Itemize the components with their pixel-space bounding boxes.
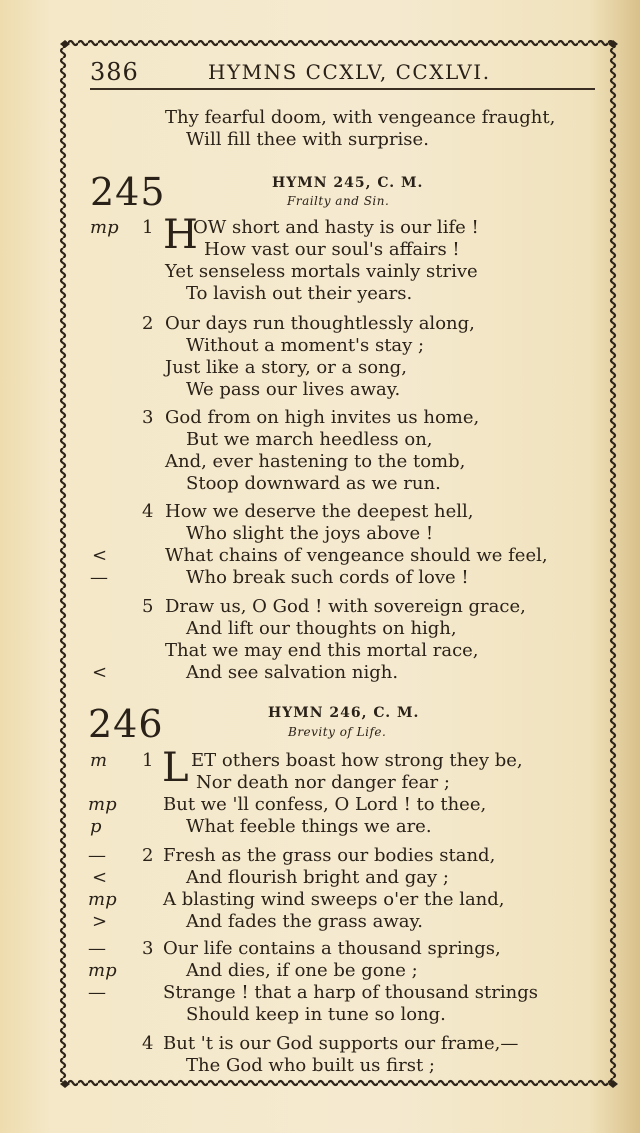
running-head: HYMNS CCXLV, CCXLVI.	[208, 60, 491, 84]
verse-number: 4	[142, 501, 154, 522]
verse-line: God from on high invites us home,	[165, 407, 480, 428]
verse-line: How we deserve the deepest hell,	[165, 501, 474, 522]
verse-line: How vast our soul's affairs !	[204, 239, 460, 260]
verse-line: The God who built us first ;	[186, 1055, 435, 1076]
verse-line: Nor death nor danger fear ;	[196, 772, 450, 793]
hymn-number: 246	[88, 702, 164, 746]
verse-number: 2	[142, 313, 154, 334]
dynamic-mark: <	[92, 867, 108, 888]
dynamic-mark: —	[88, 845, 106, 866]
verse-line: We pass our lives away.	[186, 379, 401, 400]
dynamic-mark: >	[92, 911, 108, 932]
verse-line: What chains of vengeance should we feel,	[165, 545, 548, 566]
verse-line: And see salvation nigh.	[186, 662, 399, 683]
verse-line: But 't is our God supports our frame,—	[163, 1033, 519, 1054]
verse-line: Fresh as the grass our bodies stand,	[163, 845, 496, 866]
verse-line: And lift our thoughts on high,	[186, 618, 457, 639]
dynamic-mark: —	[88, 938, 106, 959]
verse-line: Our life contains a thousand springs,	[163, 938, 501, 959]
carryover-line: Will fill thee with surprise.	[186, 129, 429, 150]
verse-line: Should keep in tune so long.	[186, 1004, 446, 1025]
dynamic-mark: <	[92, 545, 108, 566]
hymn-subtitle: Brevity of Life.	[288, 725, 387, 739]
hymn-number: 245	[90, 170, 166, 214]
verse-line: And fades the grass away.	[186, 911, 423, 932]
verse-line: Stoop downward as we run.	[186, 473, 441, 494]
dynamic-mark: mp	[88, 889, 117, 910]
dynamic-mark: m	[90, 750, 108, 771]
verse-line: Yet senseless mortals vainly strive	[165, 261, 478, 282]
verse-line: What feeble things we are.	[186, 816, 432, 837]
page-header	[90, 58, 595, 90]
hymn-title: HYMN 246, C. M.	[268, 705, 420, 721]
verse-number: 5	[142, 596, 154, 617]
verse-line: Our days run thoughtlessly along,	[165, 313, 475, 334]
carryover-line: Thy fearful doom, with vengeance fraught,	[165, 107, 556, 128]
verse-line: That we may end this mortal race,	[165, 640, 479, 661]
verse-line: But we 'll confess, O Lord ! to thee,	[163, 794, 487, 815]
verse-number: 4	[142, 1033, 154, 1054]
hymn-title: HYMN 245, C. M.	[272, 175, 424, 191]
drop-cap: L	[162, 745, 189, 791]
dynamic-mark: —	[88, 982, 106, 1003]
verse-number: 2	[142, 845, 154, 866]
verse-number: 3	[142, 407, 154, 428]
verse-line: Without a moment's stay ;	[186, 335, 425, 356]
dynamic-mark: —	[90, 567, 108, 588]
verse-line: OW short and hasty is our life !	[193, 217, 479, 238]
verse-line: ET others boast how strong they be,	[191, 750, 523, 771]
verse-line: But we march heedless on,	[186, 429, 433, 450]
verse-line: Who slight the joys above !	[186, 523, 434, 544]
dynamic-mark: <	[92, 662, 108, 683]
verse-line: Who break such cords of love !	[186, 567, 469, 588]
page-number: 386	[90, 58, 139, 86]
dynamic-mark: mp	[88, 960, 117, 981]
verse-line: And, ever hastening to the tomb,	[165, 451, 466, 472]
verse-line: To lavish out their years.	[186, 283, 413, 304]
verse-number: 3	[142, 938, 154, 959]
dynamic-mark: mp	[90, 217, 119, 238]
verse-number: 1	[142, 217, 154, 238]
verse-line: Just like a story, or a song,	[165, 357, 407, 378]
verse-line: Strange ! that a harp of thousand strings	[163, 982, 538, 1003]
verse-number: 1	[142, 750, 154, 771]
dynamic-mark: p	[90, 816, 102, 837]
verse-line: Draw us, O God ! with sovereign grace,	[165, 596, 526, 617]
hymn-subtitle: Frailty and Sin.	[287, 194, 390, 208]
drop-cap: H	[163, 212, 198, 258]
dynamic-mark: mp	[88, 794, 117, 815]
verse-line: And flourish bright and gay ;	[186, 867, 449, 888]
verse-line: And dies, if one be gone ;	[186, 960, 418, 981]
verse-line: A blasting wind sweeps o'er the land,	[163, 889, 505, 910]
